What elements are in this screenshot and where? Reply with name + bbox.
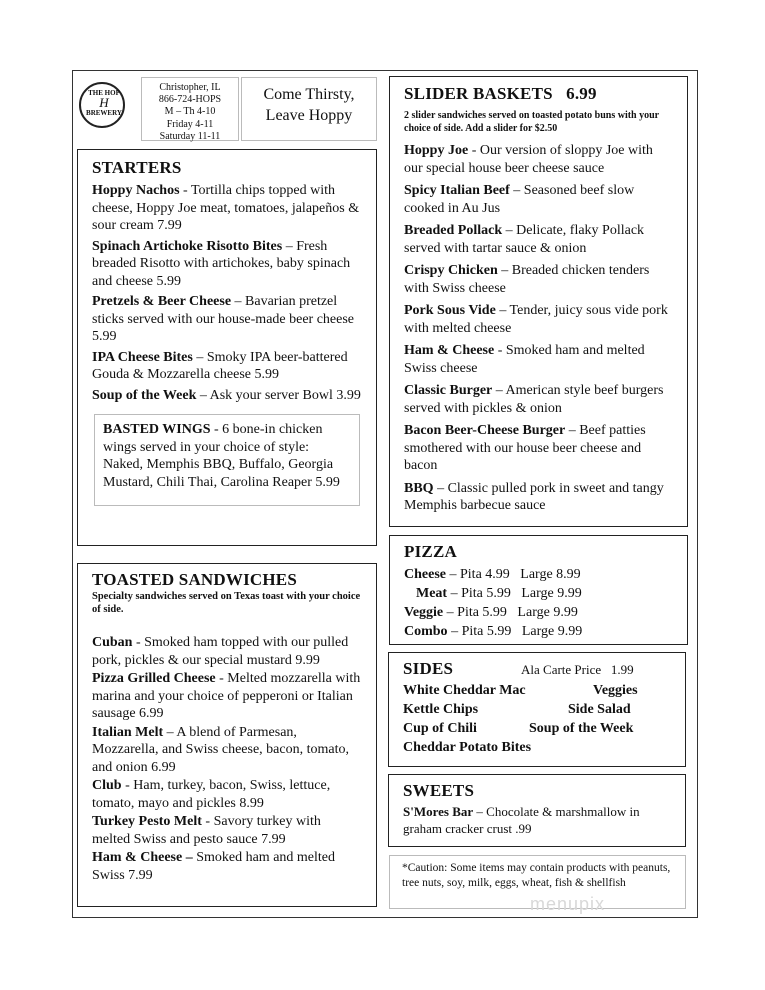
menu-item xyxy=(92,670,362,723)
sliders-title: SLIDER BASKETS 6.99 xyxy=(404,84,597,103)
pizza-row xyxy=(404,565,673,584)
allergen-caution: *Caution: Some items may contain products with peanuts, tree nuts, soy, milk, eggs, wheat, fish & shellfish xyxy=(389,855,686,909)
slogan xyxy=(241,77,377,141)
item-desc: - Ham, turkey, bacon, Swiss, lettuce, tomato, mayo and pickles 8.99 xyxy=(92,778,331,811)
pizza-name: Meat xyxy=(416,586,448,601)
item-name: Hoppy Nachos xyxy=(92,183,180,198)
item-desc: – Chocolate & marshmallow in graham cracker crust .99 xyxy=(403,804,640,836)
item-desc: - Our version of sloppy Joe with our special house beer cheese sauce xyxy=(404,143,653,176)
item-desc: – Smoky IPA beer-battered Gouda & Mozzarella cheese 5.99 xyxy=(92,349,348,382)
starters-section xyxy=(77,149,377,546)
item-name: BASTED WINGS xyxy=(103,422,211,437)
menu-item xyxy=(92,724,362,777)
side-item: White Cheddar Mac xyxy=(403,683,526,698)
item-desc: – Beef patties smothered with our house beer cheese and bacon xyxy=(404,423,646,473)
sides-header xyxy=(403,659,671,681)
item-desc: – Bavarian pretzel sticks served with our house-made beer cheese 5.99 xyxy=(92,294,355,344)
menu-item xyxy=(404,422,673,475)
pizza-price: – Pita 5.99 Large 9.99 xyxy=(447,586,582,601)
pizza-price: – Pita 4.99 Large 8.99 xyxy=(446,567,581,582)
item-desc: – Delicate, flaky Pollack served with tartar sauce & onion xyxy=(404,223,645,256)
item-desc: - Savory turkey with melted Swiss and pesto sauce 7.99 xyxy=(92,814,321,847)
slogan-line: Leave Hoppy xyxy=(265,107,353,124)
item-desc: - Smoked ham and melted Swiss cheese xyxy=(404,343,645,376)
menu-item xyxy=(103,421,351,491)
pizza-name: Combo xyxy=(404,624,448,639)
starters-title: STARTERS xyxy=(92,158,182,177)
side-item: Cup of Chili xyxy=(403,721,477,736)
logo-bottom-text: BREWERY xyxy=(86,109,122,117)
menu-item xyxy=(404,480,673,515)
hours-line: Christopher, IL xyxy=(159,82,221,93)
logo-top-text: THE HOP xyxy=(88,89,120,97)
menu-item xyxy=(92,777,362,812)
item-desc: – Seasoned beef slow cooked in Au Jus xyxy=(404,183,635,216)
pizza-row xyxy=(404,622,673,641)
side-item: Cheddar Potato Bites xyxy=(403,740,532,755)
item-name: Spinach Artichoke Risotto Bites xyxy=(92,238,283,254)
menu-item xyxy=(92,349,362,384)
pizza-price: – Pita 5.99 Large 9.99 xyxy=(443,605,578,620)
item-name: Crispy Chicken xyxy=(404,263,498,278)
side-item: Side Salad xyxy=(568,702,631,717)
wings-box xyxy=(94,414,360,506)
item-desc: - 6 bone-in chicken wings served in your choice of style: Naked, Memphis BBQ, Buffalo, Georgia Mustard, Chili Thai, Carolina Reaper 5.99 xyxy=(103,422,340,490)
pizza-row xyxy=(404,584,673,603)
slogan-line: Come Thirsty, xyxy=(263,86,355,103)
menu-item xyxy=(92,293,362,346)
sides-price: Ala Carte Price 1.99 xyxy=(521,662,634,677)
pizza-price: – Pita 5.99 Large 9.99 xyxy=(447,624,583,639)
item-name: Cuban xyxy=(92,635,133,650)
sliders-section xyxy=(389,76,688,527)
watermark: menupix xyxy=(530,894,606,914)
menu-item xyxy=(404,302,673,337)
item-name: Bacon Beer-Cheese Burger xyxy=(404,423,566,438)
item-desc: – American style beef burgers served with pickles & onion xyxy=(404,383,664,416)
sides-section xyxy=(388,652,686,767)
item-name: Turkey Pesto Melt xyxy=(92,814,202,829)
item-name: Ham & Cheese – xyxy=(92,850,193,865)
item-desc: – Classic pulled pork in sweet and tangy Memphis barbecue sauce xyxy=(404,480,664,513)
sweets-section xyxy=(388,774,686,847)
item-name: S'Mores Bar xyxy=(403,804,474,819)
menu-item xyxy=(92,634,362,669)
pizza-name: Cheese xyxy=(404,567,446,582)
hours-line: M – Th 4-10 xyxy=(164,106,216,118)
item-name: Hoppy Joe xyxy=(404,143,469,158)
item-desc: – Breaded chicken tenders with Swiss cheese xyxy=(404,263,650,296)
item-desc: – Fresh breaded Risotto with artichokes, baby spinach and cheese 5.99 xyxy=(92,238,351,289)
sandwiches-section xyxy=(77,563,377,907)
pizza-section xyxy=(389,535,688,645)
item-desc: - Tortilla chips topped with cheese, Hoppy Joe meat, tomatoes, jalapeños & sour cream 7.99 xyxy=(92,183,360,233)
sliders-subtitle: 2 slider sandwiches served on toasted potato buns with your choice of side. Add a slider for $2.50 xyxy=(404,110,659,134)
item-desc: - Melted mozzarella with marina and your choice of pepperoni or Italian sausage 6.99 xyxy=(92,671,361,721)
item-name: Pizza Grilled Cheese xyxy=(92,671,216,686)
sandwiches-subtitle: Specialty sandwiches served on Texas toast with your choice of side. xyxy=(92,591,361,615)
item-name: BBQ xyxy=(404,480,434,496)
menu-item xyxy=(92,238,362,291)
item-name: Breaded Pollack xyxy=(404,223,503,238)
item-name: Club xyxy=(92,778,122,793)
brewery-logo xyxy=(79,82,125,128)
location-hours xyxy=(141,77,239,141)
hours-line: 866-724-HOPS xyxy=(158,94,222,106)
item-desc: Smoked ham and melted Swiss 7.99 xyxy=(92,850,336,883)
menu-item xyxy=(92,849,362,884)
menu-item xyxy=(404,182,673,217)
sweets-title: SWEETS xyxy=(403,781,475,800)
item-desc: - Smoked ham topped with our pulled pork, pickles & our special mustard 9.99 xyxy=(92,635,349,668)
item-name: Pretzels & Beer Cheese xyxy=(92,294,232,309)
menu-item xyxy=(92,182,362,235)
item-desc: – Ask your server Bowl 3.99 xyxy=(196,387,361,403)
menu-item xyxy=(404,142,673,177)
menu-item xyxy=(92,813,362,848)
sides-title: SIDES xyxy=(403,659,454,678)
hours-line: Friday 4-11 xyxy=(166,118,214,130)
item-desc: – A blend of Parmesan, Mozzarella, and Swiss cheese, bacon, tomato, and onion 6.99 xyxy=(92,724,349,775)
menu-item xyxy=(404,222,673,257)
item-name: Ham & Cheese xyxy=(404,343,495,358)
menu-item xyxy=(404,382,673,417)
menu-item xyxy=(403,803,671,837)
menu-item xyxy=(404,342,673,377)
logo-mark: H xyxy=(99,95,109,110)
item-name: Spicy Italian Beef xyxy=(404,183,510,198)
sandwiches-title: TOASTED SANDWICHES xyxy=(92,570,297,589)
pizza-row xyxy=(404,603,673,622)
hours-line: Saturday 11-11 xyxy=(159,130,221,142)
sides-list xyxy=(403,681,671,757)
item-desc: – Tender, juicy sous vide pork with melted cheese xyxy=(404,303,668,336)
item-name: Italian Melt xyxy=(92,724,164,740)
menu-item xyxy=(92,387,362,405)
pizza-title: PIZZA xyxy=(404,542,457,561)
item-name: IPA Cheese Bites xyxy=(92,349,193,365)
item-name: Soup of the Week xyxy=(92,387,197,403)
menu-item xyxy=(404,262,673,297)
side-item: Kettle Chips xyxy=(403,702,479,717)
side-item: Soup of the Week xyxy=(529,721,634,736)
item-name: Classic Burger xyxy=(404,383,493,398)
pizza-name: Veggie xyxy=(404,605,444,620)
side-item: Veggies xyxy=(593,683,638,698)
item-name: Pork Sous Vide xyxy=(404,303,496,318)
